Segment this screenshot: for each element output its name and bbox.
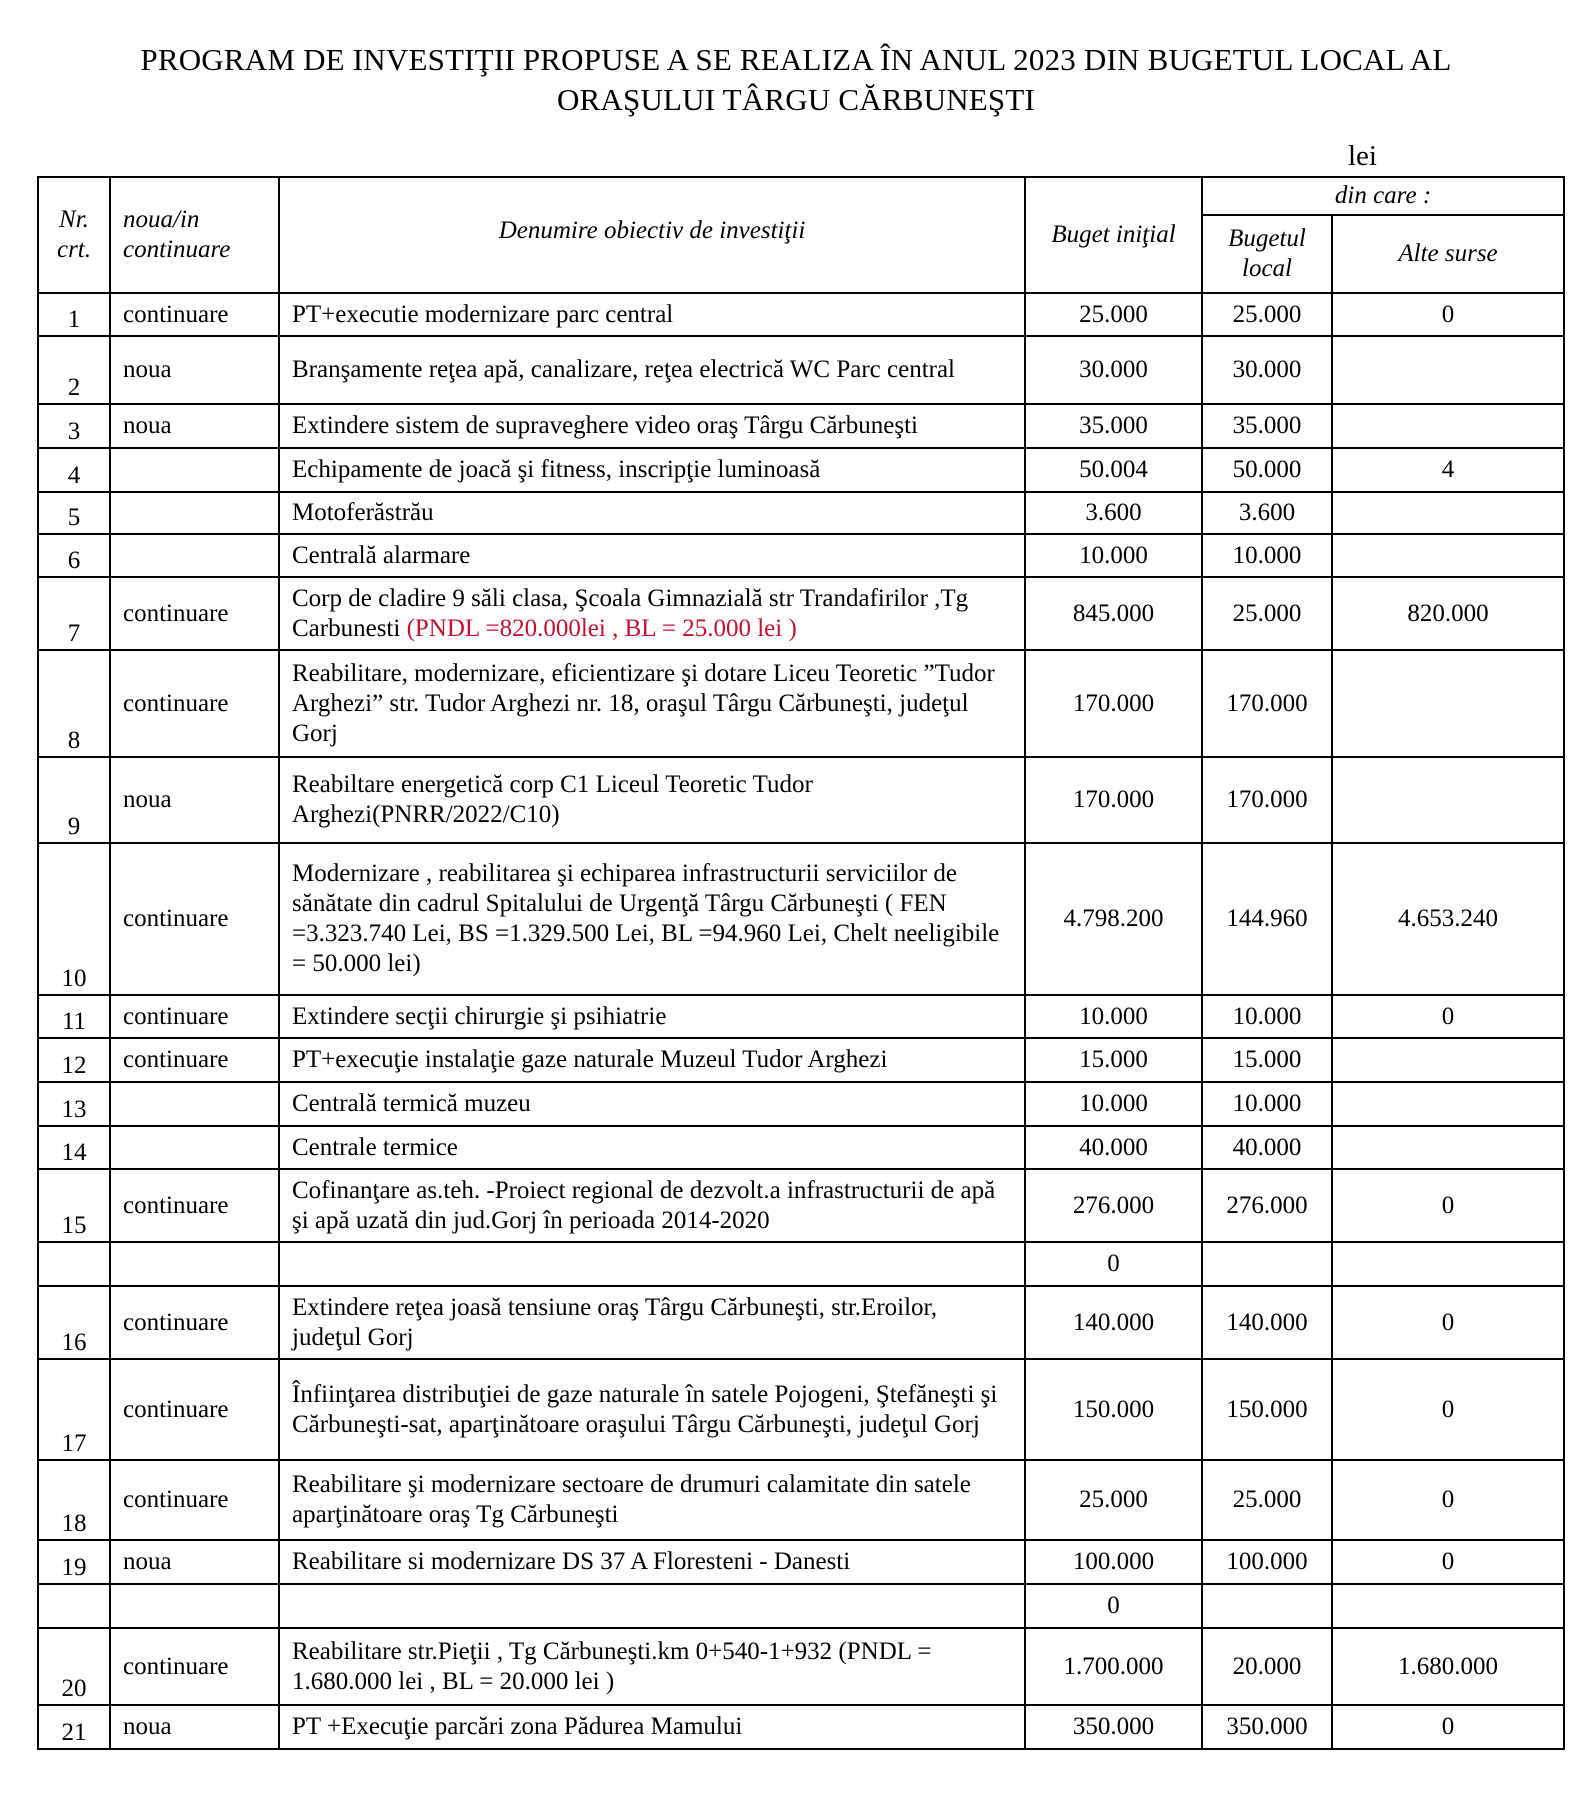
table-row [38, 1705, 1564, 1749]
row-name [279, 1584, 1025, 1628]
row-nr: 1 [38, 293, 110, 336]
row-status: continuare [110, 995, 279, 1038]
row-other [1332, 1126, 1564, 1169]
row-nr: 15 [38, 1169, 110, 1242]
row-budget: 150.000 [1025, 1359, 1202, 1460]
row-other: 4.653.240 [1332, 843, 1564, 995]
row-status: continuare [110, 1359, 279, 1460]
row-local: 350.000 [1202, 1705, 1332, 1749]
row-name [279, 1628, 1025, 1705]
row-name [279, 1126, 1025, 1169]
table-row [38, 1169, 1564, 1242]
row-nr: 19 [38, 1540, 110, 1584]
row-budget: 35.000 [1025, 404, 1202, 448]
row-local: 25.000 [1202, 293, 1332, 336]
row-name-text: Reabilitare str.Pieţii , Tg Cărbuneşti.km 0+540-1+932 (PNDL = 1.680.000 lei , BL = 20.000 lei ) [292, 1637, 932, 1695]
row-status: continuare [110, 650, 279, 757]
row-other [1332, 336, 1564, 404]
row-other [1332, 1584, 1564, 1628]
table-row [38, 650, 1564, 757]
row-budget: 100.000 [1025, 1540, 1202, 1584]
row-status: continuare [110, 1460, 279, 1540]
row-budget: 4.798.200 [1025, 843, 1202, 995]
row-budget: 40.000 [1025, 1126, 1202, 1169]
row-other: 0 [1332, 1169, 1564, 1242]
row-budget: 25.000 [1025, 1460, 1202, 1540]
table-row [38, 1628, 1564, 1705]
row-nr: 14 [38, 1126, 110, 1169]
row-name-text: Motoferăstrău [292, 499, 434, 526]
row-local: 25.000 [1202, 1460, 1332, 1540]
row-status: continuare [110, 1169, 279, 1242]
row-name [279, 843, 1025, 995]
row-other: 0 [1332, 1359, 1564, 1460]
table-row [38, 1126, 1564, 1169]
row-name [279, 1460, 1025, 1540]
row-name [279, 650, 1025, 757]
document-title [40, 40, 1552, 120]
row-name [279, 1286, 1025, 1359]
row-other: 4 [1332, 448, 1564, 492]
row-name-text: Reabilitare, modernizare, eficientizare şi dotare Liceu Teoretic ”Tudor Arghezi” str. Tudor Arghezi nr. 18, oraşul Târgu Cărbuneşti, judeţul Gorj [292, 659, 995, 747]
row-status: continuare [110, 1038, 279, 1082]
row-name-text: Extindere sistem de supraveghere video oraş Târgu Cărbuneşti [292, 412, 918, 439]
row-other [1332, 1082, 1564, 1126]
row-nr: 5 [38, 492, 110, 534]
title-line-1: PROGRAM DE INVESTIŢII PROPUSE A SE REALIZA ÎN ANUL 2023 DIN BUGETUL LOCAL AL [140, 42, 1452, 77]
row-status: noua [110, 1540, 279, 1584]
row-other [1332, 492, 1564, 534]
row-local: 3.600 [1202, 492, 1332, 534]
row-name [279, 1082, 1025, 1126]
row-local: 15.000 [1202, 1038, 1332, 1082]
header-status: noua/in continuare [110, 177, 279, 293]
row-status [110, 492, 279, 534]
row-local: 20.000 [1202, 1628, 1332, 1705]
row-name-text: Reabilitare si modernizare DS 37 A Floresteni - Danesti [292, 1548, 851, 1575]
row-name-text: Cofinanţare as.teh. -Proiect regional de dezvolt.a infrastructurii de apă şi apă uzată din jud.Gorj în perioada 2014-2020 [292, 1176, 996, 1234]
row-local [1202, 1242, 1332, 1286]
row-local: 25.000 [1202, 577, 1332, 650]
row-local: 140.000 [1202, 1286, 1332, 1359]
row-other: 0 [1332, 995, 1564, 1038]
header-name: Denumire obiectiv de investiţii [279, 177, 1025, 293]
row-budget: 140.000 [1025, 1286, 1202, 1359]
row-budget: 10.000 [1025, 995, 1202, 1038]
row-status: continuare [110, 843, 279, 995]
table-row [38, 336, 1564, 404]
row-other: 0 [1332, 1286, 1564, 1359]
row-name [279, 404, 1025, 448]
row-name-text: Branşamente reţea apă, canalizare, reţea electrică WC Parc central [292, 356, 956, 383]
row-name [279, 1242, 1025, 1286]
header-other: Alte surse [1332, 215, 1564, 293]
row-name-text: Centrală alarmare [292, 541, 471, 569]
row-name-text: Centrale termice [292, 1133, 458, 1161]
row-budget: 25.000 [1025, 293, 1202, 336]
row-budget: 10.000 [1025, 1082, 1202, 1126]
table-row [38, 1359, 1564, 1460]
row-name [279, 534, 1025, 577]
table-row [38, 757, 1564, 843]
table-row [38, 534, 1564, 577]
row-other: 0 [1332, 1705, 1564, 1749]
row-budget: 276.000 [1025, 1169, 1202, 1242]
row-name [279, 757, 1025, 843]
row-name [279, 995, 1025, 1038]
table-body [38, 293, 1564, 1749]
row-budget: 50.004 [1025, 448, 1202, 492]
row-local: 10.000 [1202, 995, 1332, 1038]
row-name [279, 1169, 1025, 1242]
row-name-note: (PNDL =820.000lei , BL = 25.000 lei ) [406, 614, 797, 642]
row-local: 50.000 [1202, 448, 1332, 492]
table-row [38, 1584, 1564, 1628]
row-status: noua [110, 336, 279, 404]
row-status: continuare [110, 1286, 279, 1359]
table-row [38, 843, 1564, 995]
header-budget: Buget iniţial [1025, 177, 1202, 293]
row-other: 0 [1332, 1540, 1564, 1584]
row-budget: 0 [1025, 1584, 1202, 1628]
row-nr: 2 [38, 336, 110, 404]
row-local: 10.000 [1202, 534, 1332, 577]
row-name [279, 1705, 1025, 1749]
row-name [279, 492, 1025, 534]
header-of-which: din care : [1202, 177, 1564, 215]
row-nr: 9 [38, 757, 110, 843]
row-budget: 170.000 [1025, 757, 1202, 843]
row-other [1332, 650, 1564, 757]
row-nr: 13 [38, 1082, 110, 1126]
row-name-text: PT+executie modernizare parc central [292, 300, 674, 328]
table-row [38, 293, 1564, 336]
row-local: 10.000 [1202, 1082, 1332, 1126]
row-name [279, 293, 1025, 336]
row-name [279, 336, 1025, 404]
row-name-text: Înfiinţarea distribuţiei de gaze naturale în satele Pojogeni, Ştefăneşti şi Cărbuneşti-sat, aparţinătoare oraşului Târgu Cărbuneşti, judeţul Gorj [292, 1380, 998, 1438]
row-name-text: Echipamente de joacă şi fitness, inscripţie luminoasă [292, 456, 821, 483]
row-name [279, 1540, 1025, 1584]
row-local: 30.000 [1202, 336, 1332, 404]
row-other: 0 [1332, 1460, 1564, 1540]
row-local: 170.000 [1202, 757, 1332, 843]
row-status [110, 1126, 279, 1169]
row-other [1332, 757, 1564, 843]
row-other [1332, 404, 1564, 448]
row-name [279, 1359, 1025, 1460]
row-budget: 170.000 [1025, 650, 1202, 757]
row-status [110, 448, 279, 492]
row-local: 144.960 [1202, 843, 1332, 995]
row-name-text: Corp de cladire 9 săli clasa, Şcoala Gimnazială str Trandafirilor ,Tg Carbunesti [292, 584, 969, 642]
row-nr: 11 [38, 995, 110, 1038]
table-row [38, 404, 1564, 448]
table-row [38, 995, 1564, 1038]
row-status [110, 1584, 279, 1628]
row-nr: 12 [38, 1038, 110, 1082]
row-nr: 18 [38, 1460, 110, 1540]
row-status: continuare [110, 577, 279, 650]
row-budget: 350.000 [1025, 1705, 1202, 1749]
table-row [38, 1082, 1564, 1126]
investment-table [37, 176, 1565, 1750]
row-status [110, 534, 279, 577]
row-name-text: PT+execuţie instalaţie gaze naturale Muzeul Tudor Arghezi [292, 1046, 888, 1073]
row-name-text: Centrală termică muzeu [292, 1090, 531, 1117]
row-local: 170.000 [1202, 650, 1332, 757]
row-other [1332, 1038, 1564, 1082]
table-row [38, 1242, 1564, 1286]
row-status: noua [110, 404, 279, 448]
row-budget: 10.000 [1025, 534, 1202, 577]
table-row [38, 1540, 1564, 1584]
row-nr: 16 [38, 1286, 110, 1359]
row-name-text: Modernizare , reabilitarea şi echiparea infrastructurii serviciilor de sănătate din cadrul Spitalului de Urgenţă Târgu Cărbuneşti ( FEN =3.323.740 Lei, BS =1.329.500 Lei, BL =94.960 Lei, Chelt neeligibile = 50.000 lei) [292, 860, 1000, 977]
row-local: 40.000 [1202, 1126, 1332, 1169]
table-row [38, 448, 1564, 492]
row-status: continuare [110, 1628, 279, 1705]
row-nr: 4 [38, 448, 110, 492]
row-nr: 8 [38, 650, 110, 757]
table-row [38, 1286, 1564, 1359]
row-other: 820.000 [1332, 577, 1564, 650]
row-budget: 0 [1025, 1242, 1202, 1286]
header-nr: Nr. crt. [38, 177, 110, 293]
row-nr: 3 [38, 404, 110, 448]
currency-unit: lei [1348, 140, 1377, 172]
title-line-2: ORAŞULUI TÂRGU CĂRBUNEŞTI [556, 82, 1036, 117]
row-nr: 20 [38, 1628, 110, 1705]
row-local: 150.000 [1202, 1359, 1332, 1460]
row-status [110, 1242, 279, 1286]
row-other: 0 [1332, 293, 1564, 336]
header-local: Bugetul local [1202, 215, 1332, 293]
row-name-text: Reabiltare energetică corp C1 Liceul Teoretic Tudor Arghezi(PNRR/2022/C10) [292, 771, 813, 828]
row-local [1202, 1584, 1332, 1628]
row-budget: 30.000 [1025, 336, 1202, 404]
row-local: 100.000 [1202, 1540, 1332, 1584]
row-nr: 6 [38, 534, 110, 577]
row-name-text: Reabilitare şi modernizare sectoare de drumuri calamitate din satele aparţinătoare oraş Tg Cărbuneşti [292, 1471, 971, 1528]
row-name [279, 1038, 1025, 1082]
row-other [1332, 534, 1564, 577]
row-nr [38, 1242, 110, 1286]
row-nr: 7 [38, 577, 110, 650]
row-local: 276.000 [1202, 1169, 1332, 1242]
row-name-text: Extindere secţii chirurgie şi psihiatrie [292, 1002, 667, 1030]
row-name [279, 577, 1025, 650]
row-status [110, 1082, 279, 1126]
row-budget: 15.000 [1025, 1038, 1202, 1082]
row-name [279, 448, 1025, 492]
table-row [38, 1460, 1564, 1540]
table-row [38, 492, 1564, 534]
row-status: continuare [110, 293, 279, 336]
row-nr [38, 1584, 110, 1628]
row-nr: 10 [38, 843, 110, 995]
row-status: noua [110, 1705, 279, 1749]
row-nr: 21 [38, 1705, 110, 1749]
row-nr: 17 [38, 1359, 110, 1460]
row-local: 35.000 [1202, 404, 1332, 448]
row-budget: 1.700.000 [1025, 1628, 1202, 1705]
table-row [38, 1038, 1564, 1082]
row-other [1332, 1242, 1564, 1286]
row-other: 1.680.000 [1332, 1628, 1564, 1705]
row-status: noua [110, 757, 279, 843]
row-budget: 3.600 [1025, 492, 1202, 534]
row-name-text: PT +Execuţie parcări zona Pădurea Mamului [292, 1713, 743, 1740]
table-row [38, 577, 1564, 650]
row-name-text: Extindere reţea joasă tensiune oraş Târgu Cărbuneşti, str.Eroilor, judeţul Gorj [292, 1293, 938, 1351]
row-budget: 845.000 [1025, 577, 1202, 650]
